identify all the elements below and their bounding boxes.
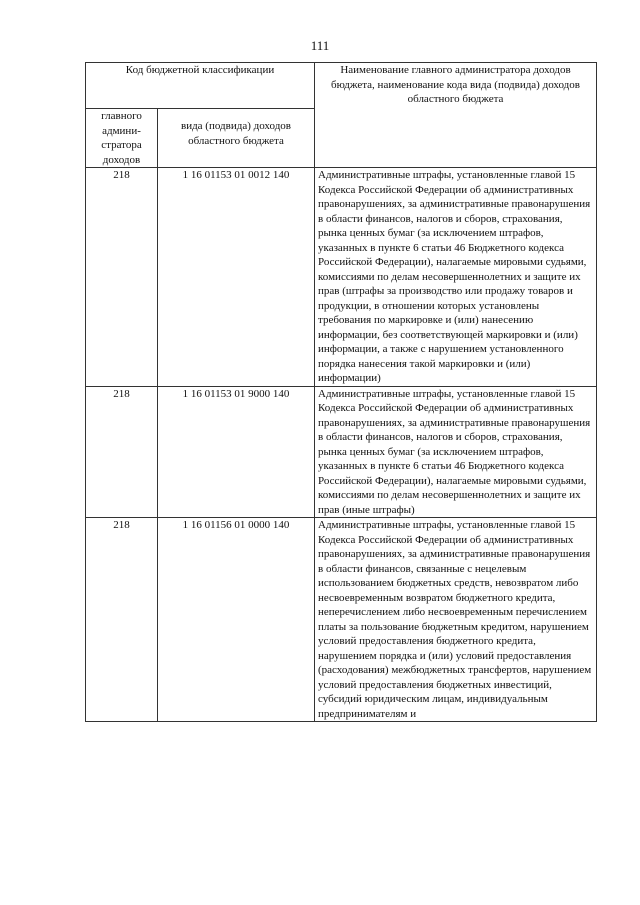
header-income-code-column: вида (подвида) доходов областного бюджета: [158, 109, 315, 168]
table-row: [86, 386, 597, 518]
table-row: [86, 168, 597, 387]
header-name-column: Наименование главного администратора доходов бюджета, наименование кода вида (подвида) доходов областного бюджета: [315, 63, 597, 168]
table-row: [86, 518, 597, 722]
header-code-group: Код бюджетной классификации: [86, 63, 315, 109]
income-code-cell: 1 16 01153 01 0012 140: [158, 168, 315, 387]
description-cell: Административные штрафы, установленные главой 15 Кодекса Российской Федерации об административных правонарушениях, за административные правонарушения в области финансов, налогов и сборов, страхования, рынка ценных бумаг (за исключением штрафов, указанных в пункте 6 статьи 46 Бюджетного кодекса Российской Федерации), налагаемые мировыми судьями, комиссиями по делам несовершеннолетних и защите их прав (иные штрафы): [315, 386, 597, 518]
header-admin-column: главного админи-стратора доходов: [86, 109, 158, 168]
admin-code-cell: 218: [86, 168, 158, 387]
income-code-cell: 1 16 01153 01 9000 140: [158, 386, 315, 518]
budget-classification-table: [85, 62, 597, 722]
description-cell: Административные штрафы, установленные главой 15 Кодекса Российской Федерации об административных правонарушениях, за административные правонарушения в области финансов, связанные с нецелевым использованием бюджетных средств, невозвратом либо несвоевременным возвратом бюджетного кредита, неперечислением либо несвоевременным перечислением платы за пользование бюджетным кредитом, нарушением условий предоставления бюджетного кредита, нарушением порядка и (или) условий предоставления (расходования) межбюджетных трансфертов, нарушением условий предоставления бюджетных инвестиций, субсидий юридическим лицам, индивидуальным предпринимателям и: [315, 518, 597, 722]
income-code-cell: 1 16 01156 01 0000 140: [158, 518, 315, 722]
admin-code-cell: 218: [86, 386, 158, 518]
description-cell: Административные штрафы, установленные главой 15 Кодекса Российской Федерации об административных правонарушениях, за административные правонарушения в области финансов, налогов и сборов, страхования, рынка ценных бумаг (за исключением штрафов, указанных в пункте 6 статьи 46 Бюджетного кодекса Российской Федерации), налагаемые мировыми судьями, комиссиями по делам несовершеннолетних и защите их прав (штрафы за производство или продажу товаров и продукции, в отношении которых установлены требования по маркировке и (или) нанесению информации, без соответствующей маркировки и (или) информации, а также с нарушением установленного порядка нанесения такой маркировки и (или) информации): [315, 168, 597, 387]
page-number: 111: [310, 38, 330, 53]
admin-code-cell: 218: [86, 518, 158, 722]
header-row-group: [86, 63, 597, 109]
